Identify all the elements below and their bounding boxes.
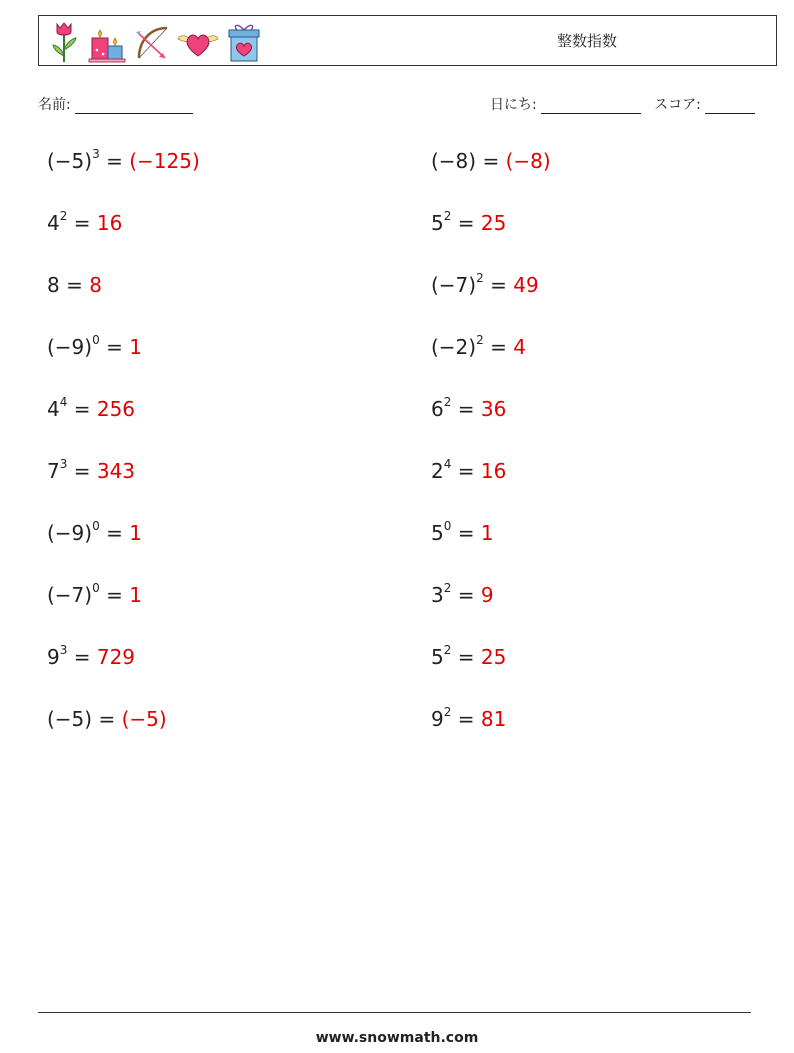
answer: 1	[129, 335, 142, 359]
problem: $(-7)^0 = 1$	[47, 581, 142, 607]
problem: $2^4 = 16$	[431, 457, 507, 483]
problem: $5^2 = 25$	[431, 643, 507, 669]
problem: $3^2 = 9$	[431, 581, 494, 607]
answer: 4	[513, 335, 526, 359]
date-label: 日にち:	[490, 97, 537, 113]
answer: 1	[129, 521, 142, 545]
problem: $(-9)^0 = 1$	[47, 333, 142, 359]
problem: $5^0 = 1$	[431, 519, 494, 545]
problem: $6^2 = 36$	[431, 395, 507, 421]
answer: 25	[480, 211, 507, 235]
rose-icon	[47, 20, 81, 64]
answer: 729	[96, 645, 136, 669]
answer: 16	[96, 211, 123, 235]
score-label: スコア:	[654, 97, 701, 113]
date-score-fields	[490, 94, 755, 114]
answer: 1	[480, 521, 494, 545]
answer: 25	[480, 645, 507, 669]
name-label: 名前:	[38, 97, 71, 113]
problem: $(-5)^3 = (-125)$	[47, 147, 200, 173]
answer: 8	[89, 273, 102, 297]
problem: $9^3 = 729$	[47, 643, 136, 669]
problem: $5^2 = 25$	[431, 209, 507, 235]
problem: $7^3 = 343$	[47, 457, 136, 483]
icon-strip	[47, 20, 263, 64]
problem: $(-2)^2 = 4$	[431, 333, 526, 359]
gift-heart-icon	[225, 20, 263, 64]
answer: (−125)	[129, 149, 200, 173]
header-box	[38, 15, 777, 66]
score-blank-line	[705, 99, 755, 114]
answer: 343	[96, 459, 136, 483]
problem: (−5) = (−5)	[47, 707, 167, 731]
problem: $9^2 = 81$	[431, 705, 507, 731]
winged-heart-icon	[177, 20, 219, 64]
answer: 256	[96, 397, 136, 421]
answer: 9	[480, 583, 494, 607]
footer-divider	[38, 1012, 751, 1013]
answer: 49	[513, 273, 539, 297]
answer: 16	[480, 459, 507, 483]
answer: (−8)	[505, 149, 551, 173]
answer: 36	[480, 397, 507, 421]
problem: (−8) = (−8)	[431, 149, 551, 173]
answer: 81	[480, 707, 507, 731]
footer-url: www.snowmath.com	[315, 1030, 479, 1046]
problem: $4^4 = 256$	[47, 395, 136, 421]
problem: $4^2 = 16$	[47, 209, 123, 235]
name-field	[38, 94, 193, 114]
date-blank-line	[541, 99, 641, 114]
candles-icon	[87, 20, 127, 64]
worksheet-title: 整数指数	[557, 32, 618, 50]
answer: (−5)	[121, 707, 167, 731]
name-blank-line	[75, 99, 193, 114]
problem: 8 = 8	[47, 273, 102, 297]
problem: $(-9)^0 = 1$	[47, 519, 142, 545]
bow-arrow-icon	[133, 20, 171, 64]
answer: 1	[129, 583, 142, 607]
problem: $(-7)^2 = 49$	[431, 271, 539, 297]
